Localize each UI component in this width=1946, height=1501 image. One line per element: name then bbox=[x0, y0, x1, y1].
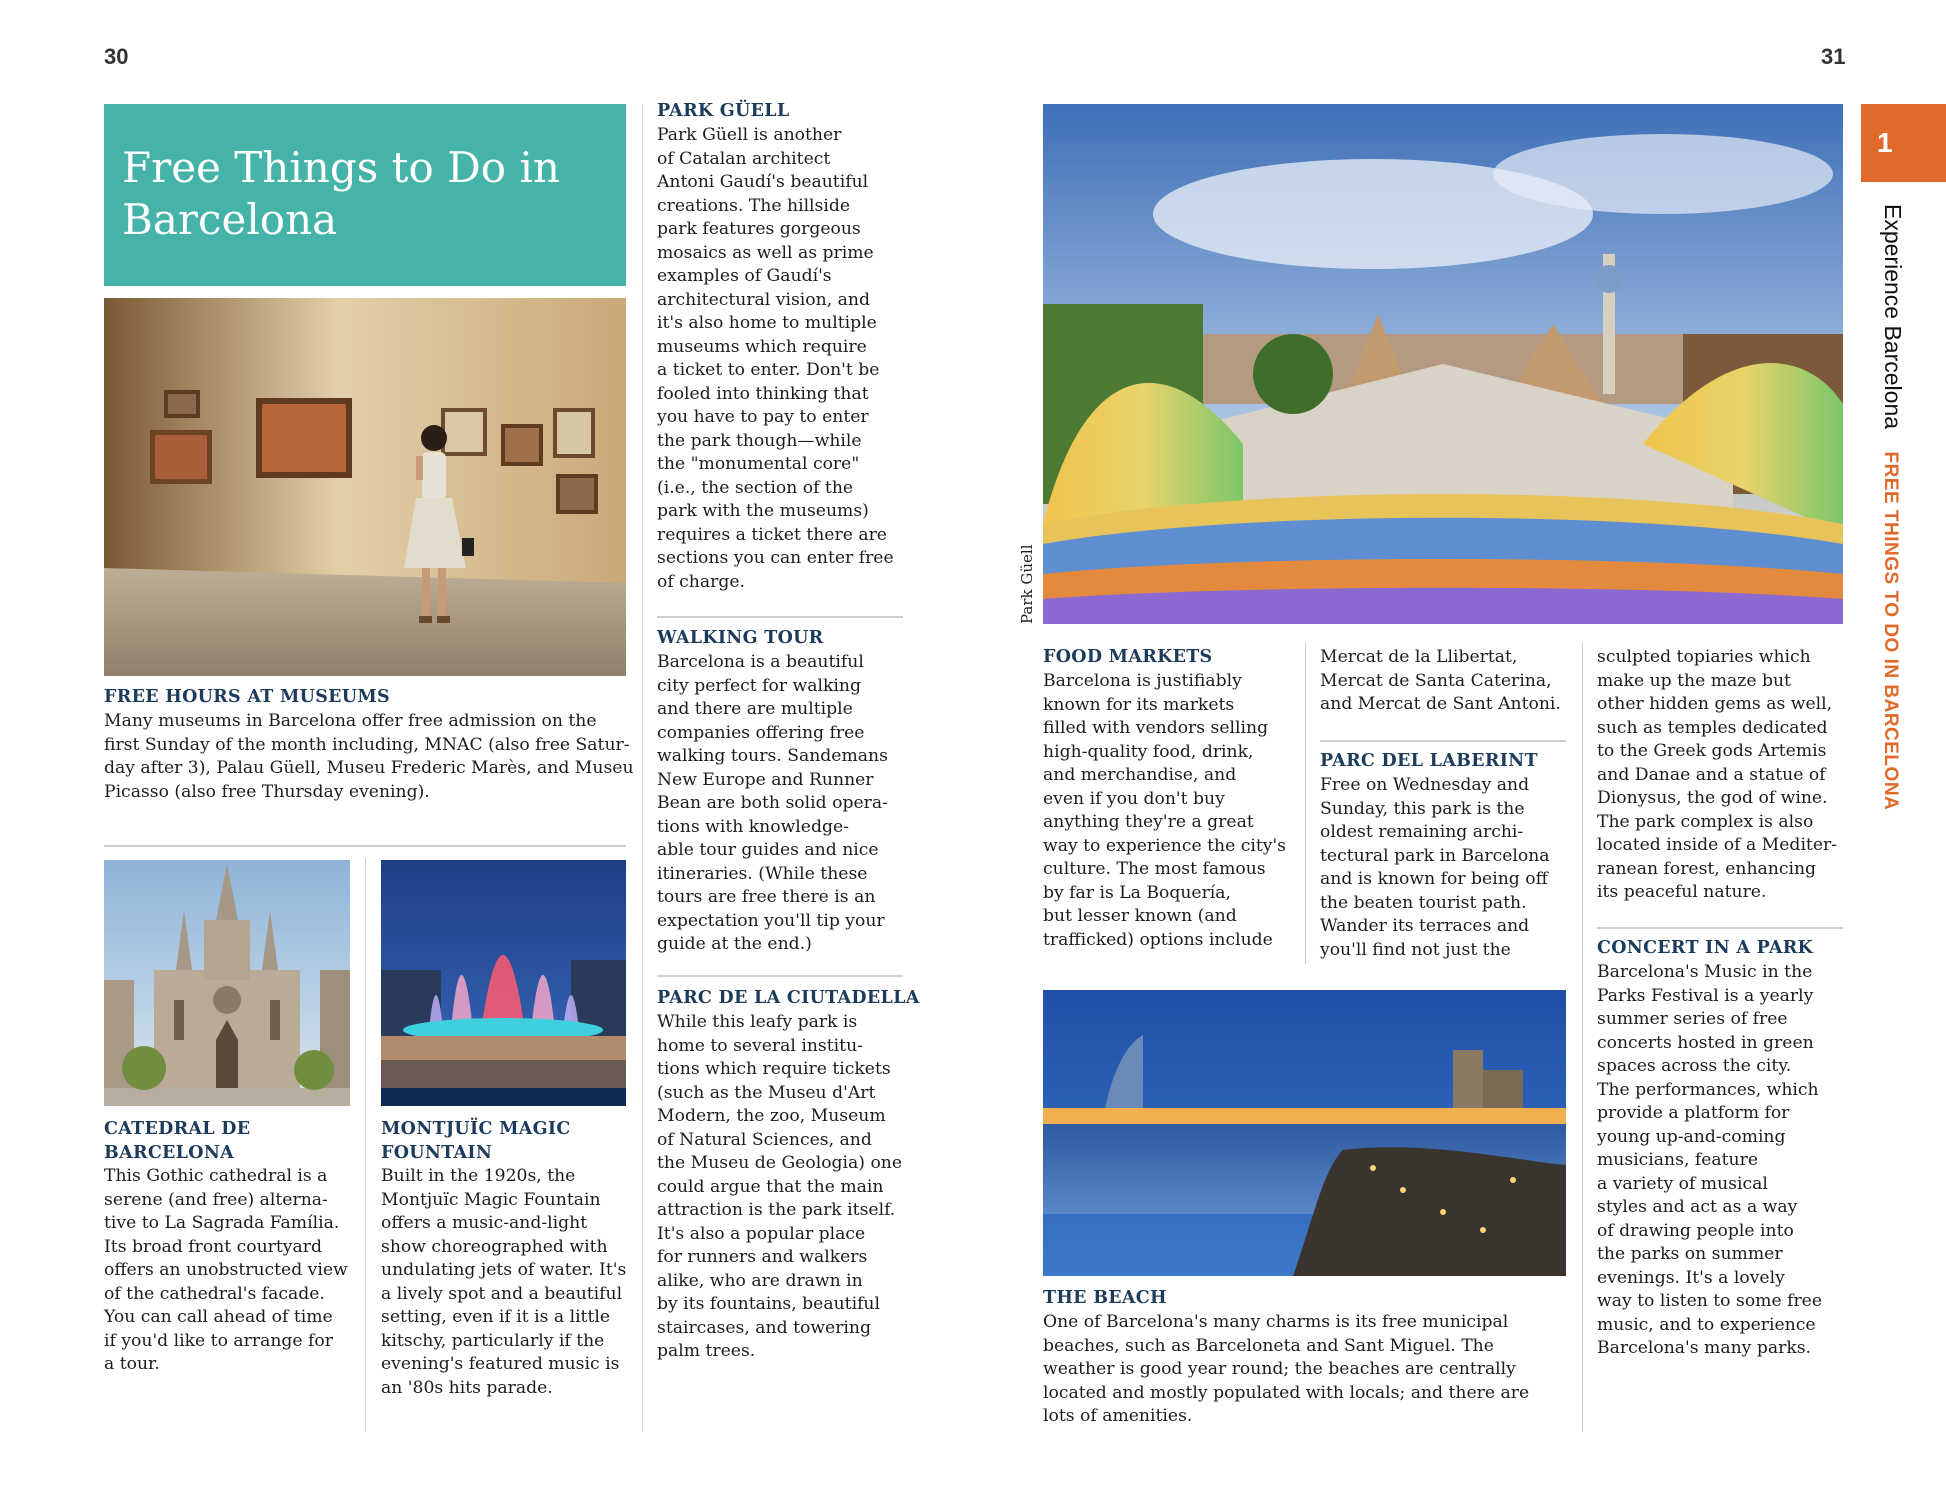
text-line: (i.e., the section of the bbox=[657, 477, 854, 498]
beach-text bbox=[1043, 1311, 1583, 1429]
text-line: Many museums in Barcelona offer free admission on the bbox=[104, 711, 597, 731]
text-line: filled with vendors selling bbox=[1043, 718, 1269, 738]
text-line: You can call ahead of time bbox=[104, 1307, 333, 1327]
text-line: tectural park in Barcelona bbox=[1320, 845, 1550, 866]
heading-line: BARCELONA bbox=[104, 1142, 235, 1163]
walking-tour-heading: WALKING TOUR bbox=[657, 628, 824, 648]
text-line: Its broad front courtyard bbox=[104, 1236, 322, 1257]
text-line: companies offering free bbox=[657, 722, 865, 743]
text-line: Wander its terraces and bbox=[1320, 916, 1530, 936]
column-divider bbox=[1305, 642, 1306, 964]
text-line: evening's featured music is bbox=[381, 1354, 620, 1374]
heading-line: CATEDRAL DE bbox=[104, 1119, 251, 1139]
text-line: requires a ticket there are bbox=[657, 524, 887, 545]
text-line: first Sunday of the month including, MNAC (also free Satur- bbox=[104, 734, 630, 755]
text-line: concerts hosted in green bbox=[1597, 1032, 1814, 1053]
food-markets-continued bbox=[1320, 646, 1580, 717]
montjuic-photo bbox=[381, 860, 626, 1106]
text-line: a tour. bbox=[104, 1354, 160, 1374]
subsection-label: FREE THINGS TO DO IN BARCELONA bbox=[1880, 451, 1901, 811]
concert-text bbox=[1597, 961, 1857, 1361]
text-line: summer series of free bbox=[1597, 1009, 1788, 1029]
text-line: staircases, and towering bbox=[657, 1317, 872, 1338]
text-line: museums which require bbox=[657, 336, 867, 357]
text-line: home to several institu- bbox=[657, 1035, 863, 1056]
text-line: and Mercat de Sant Antoni. bbox=[1320, 694, 1561, 714]
text-line: spaces across the city. bbox=[1597, 1056, 1792, 1076]
text-line: walking tours. Sandemans bbox=[657, 746, 888, 766]
text-line: young up-and-coming bbox=[1597, 1126, 1786, 1147]
text-line: creations. The hillside bbox=[657, 195, 851, 216]
heading-line: FOUNTAIN bbox=[381, 1142, 493, 1163]
text-line: Parks Festival is a yearly bbox=[1597, 985, 1814, 1006]
laberint-heading: PARC DEL LABERINT bbox=[1320, 751, 1538, 771]
page-title: Free Things to Do in Barcelona bbox=[122, 143, 560, 244]
text-line: guide at the end.) bbox=[657, 934, 812, 954]
text-line: Picasso (also free Thursday evening). bbox=[104, 781, 430, 802]
text-line: New Europe and Runner bbox=[657, 769, 874, 790]
text-line: of charge. bbox=[657, 571, 745, 592]
text-line: located inside of a Mediter- bbox=[1597, 835, 1838, 855]
park-guell-heading: PARK GÜELL bbox=[657, 101, 790, 121]
text-line: expectation you'll tip your bbox=[657, 910, 885, 931]
text-line: and merchandise, and bbox=[1043, 765, 1237, 785]
text-line: you'll find not just the bbox=[1320, 939, 1511, 960]
text-line: mosaics as well as prime bbox=[657, 242, 874, 263]
text-line: Modern, the zoo, Museum bbox=[657, 1106, 886, 1126]
text-line: an '80s hits parade. bbox=[381, 1377, 553, 1398]
text-line: you have to pay to enter bbox=[657, 407, 869, 427]
text-line: attraction is the park itself. bbox=[657, 1200, 896, 1220]
text-line: the beaten tourist path. bbox=[1320, 892, 1527, 913]
text-line: day after 3), Palau Güell, Museu Frederic Marès, and Museu bbox=[104, 758, 634, 778]
walking-tour-text bbox=[657, 651, 917, 957]
text-line: if you'd like to arrange for bbox=[104, 1330, 333, 1351]
text-line: beaches, such as Barceloneta and Sant Miguel. The bbox=[1043, 1335, 1494, 1356]
text-line: way to listen to some free bbox=[1597, 1291, 1823, 1311]
text-line: Barcelona is a beautiful bbox=[657, 652, 864, 672]
text-line: of the cathedral's facade. bbox=[104, 1283, 325, 1304]
photo-caption: Park Güell bbox=[1018, 544, 1036, 624]
text-line: Barcelona is justifiably bbox=[1043, 671, 1242, 691]
text-line: the "monumental core" bbox=[657, 454, 860, 474]
ciutadella-heading: PARC DE LA CIUTADELLA bbox=[657, 988, 920, 1008]
section-divider bbox=[657, 975, 903, 977]
text-line: show choreographed with bbox=[381, 1236, 608, 1257]
text-line: by far is La Boquería, bbox=[1043, 882, 1232, 903]
text-line: the park though—while bbox=[657, 430, 862, 451]
text-line: provide a platform for bbox=[1597, 1103, 1790, 1123]
text-line: alike, who are drawn in bbox=[657, 1270, 863, 1291]
section-divider bbox=[1320, 740, 1566, 742]
text-line: its peaceful nature. bbox=[1597, 882, 1767, 902]
text-line: tions which require tickets bbox=[657, 1059, 891, 1079]
text-line: serene (and free) alterna- bbox=[104, 1189, 328, 1210]
chapter-tab-labels bbox=[1879, 204, 1906, 810]
laberint-text bbox=[1320, 774, 1580, 962]
concert-heading: CONCERT IN A PARK bbox=[1597, 938, 1814, 958]
text-line: other hidden gems as well, bbox=[1597, 694, 1833, 714]
text-line: Park Güell is another bbox=[657, 125, 842, 145]
text-line: could argue that the main bbox=[657, 1176, 884, 1197]
text-line: weather is good year round; the beaches are centrally bbox=[1043, 1359, 1516, 1379]
text-line: examples of Gaudí's bbox=[657, 266, 832, 286]
text-line: way to experience the city's bbox=[1043, 835, 1287, 856]
text-line: setting, even if it is a little bbox=[381, 1307, 611, 1327]
text-line: sections you can enter free bbox=[657, 548, 894, 568]
text-line: high-quality food, drink, bbox=[1043, 741, 1254, 762]
text-line: by its fountains, beautiful bbox=[657, 1294, 881, 1314]
text-line: Free on Wednesday and bbox=[1320, 775, 1530, 795]
text-line: architectural vision, and bbox=[657, 289, 870, 310]
catedral-heading bbox=[104, 1118, 250, 1165]
free-hours-text bbox=[104, 710, 634, 804]
museum-photo bbox=[104, 298, 626, 676]
heading-line: MONTJUÏC MAGIC bbox=[381, 1119, 571, 1139]
text-line: of Natural Sciences, and bbox=[657, 1129, 872, 1150]
text-line: Dionysus, the god of wine. bbox=[1597, 788, 1828, 808]
section-divider bbox=[104, 845, 626, 847]
text-line: Built in the 1920s, the bbox=[381, 1166, 576, 1186]
text-line: of drawing people into bbox=[1597, 1220, 1794, 1241]
text-line: the Museu de Geologia) one bbox=[657, 1153, 903, 1173]
text-line: a variety of musical bbox=[1597, 1173, 1768, 1194]
text-line: styles and act as a way bbox=[1597, 1197, 1798, 1217]
beach-heading: THE BEACH bbox=[1043, 1288, 1167, 1308]
montjuic-heading bbox=[381, 1118, 571, 1165]
text-line: the parks on summer bbox=[1597, 1244, 1783, 1264]
text-line: trafficked) options include bbox=[1043, 929, 1273, 950]
text-line: undulating jets of water. It's bbox=[381, 1260, 627, 1280]
text-line: The park complex is also bbox=[1597, 811, 1814, 832]
text-line: itineraries. (While these bbox=[657, 863, 868, 884]
text-line: park with the museums) bbox=[657, 501, 869, 521]
text-line: located and mostly populated with locals; and there are bbox=[1043, 1382, 1530, 1403]
text-line: Bean are both solid opera- bbox=[657, 793, 888, 813]
text-line: such as temples dedicated bbox=[1597, 717, 1828, 738]
text-line: but lesser known (and bbox=[1043, 906, 1237, 926]
text-line: and Danae and a statue of bbox=[1597, 764, 1826, 785]
text-line: tive to La Sagrada Família. bbox=[104, 1213, 340, 1233]
text-line: Barcelona's many parks. bbox=[1597, 1338, 1812, 1358]
column-divider bbox=[365, 858, 366, 1432]
text-line: musicians, feature bbox=[1597, 1150, 1759, 1170]
text-line: park features gorgeous bbox=[657, 219, 861, 239]
chapter-number-tab bbox=[1861, 104, 1946, 182]
text-line: tours are free there is an bbox=[657, 887, 876, 907]
column-divider bbox=[642, 104, 643, 1432]
text-line: offers a music-and-light bbox=[381, 1213, 588, 1233]
park-guell-text bbox=[657, 124, 917, 594]
laberint-continued bbox=[1597, 646, 1857, 905]
text-line: ranean forest, enhancing bbox=[1597, 858, 1817, 879]
text-line: It's also a popular place bbox=[657, 1223, 866, 1244]
text-line: tions with knowledge- bbox=[657, 816, 849, 837]
text-line: city perfect for walking bbox=[657, 675, 861, 696]
food-markets-heading: FOOD MARKETS bbox=[1043, 647, 1213, 667]
text-line: known for its markets bbox=[1043, 694, 1235, 715]
text-line: to the Greek gods Artemis bbox=[1597, 741, 1827, 761]
text-line: lots of amenities. bbox=[1043, 1406, 1193, 1426]
catedral-photo bbox=[104, 860, 350, 1106]
beach-photo bbox=[1043, 990, 1566, 1276]
page-number-right: 31 bbox=[1821, 44, 1846, 69]
text-line: (such as the Museu d'Art bbox=[657, 1082, 876, 1103]
text-line: Mercat de Santa Caterina, bbox=[1320, 670, 1552, 691]
text-line: able tour guides and nice bbox=[657, 840, 879, 860]
text-line: a lively spot and a beautiful bbox=[381, 1283, 623, 1304]
text-line: While this leafy park is bbox=[657, 1012, 858, 1032]
text-line: Sunday, this park is the bbox=[1320, 798, 1525, 819]
text-line: The performances, which bbox=[1597, 1079, 1819, 1100]
ciutadella-text bbox=[657, 1011, 917, 1364]
text-line: sculpted topiaries which bbox=[1597, 647, 1811, 667]
text-line: kitschy, particularly if the bbox=[381, 1330, 605, 1351]
chapter-number: 1 bbox=[1877, 127, 1893, 158]
food-markets-text bbox=[1043, 670, 1303, 952]
text-line: evenings. It's a lovely bbox=[1597, 1267, 1785, 1288]
text-line: a ticket to enter. Don't be bbox=[657, 360, 880, 380]
catedral-text bbox=[104, 1165, 364, 1377]
text-line: One of Barcelona's many charms is its free municipal bbox=[1043, 1312, 1509, 1332]
page-title-box bbox=[104, 104, 626, 286]
montjuic-text bbox=[381, 1165, 641, 1400]
text-line: culture. The most famous bbox=[1043, 859, 1266, 879]
text-line: oldest remaining archi- bbox=[1320, 822, 1524, 842]
free-hours-heading: FREE HOURS AT MUSEUMS bbox=[104, 687, 390, 707]
text-line: Montjuïc Magic Fountain bbox=[381, 1189, 601, 1210]
park-guell-photo bbox=[1043, 104, 1843, 624]
text-line: of Catalan architect bbox=[657, 148, 831, 169]
text-line: Barcelona's Music in the bbox=[1597, 962, 1813, 982]
text-line: offers an unobstructed view bbox=[104, 1260, 348, 1280]
text-line: even if you don't buy bbox=[1043, 788, 1225, 809]
text-line: music, and to experience bbox=[1597, 1314, 1816, 1335]
page-number-left: 30 bbox=[104, 44, 129, 69]
text-line: make up the maze but bbox=[1597, 670, 1791, 691]
text-line: This Gothic cathedral is a bbox=[104, 1166, 328, 1186]
text-line: anything they're a great bbox=[1043, 812, 1254, 832]
text-line: for runners and walkers bbox=[657, 1247, 868, 1267]
text-line: fooled into thinking that bbox=[657, 383, 869, 404]
text-line: Mercat de la Llibertat, bbox=[1320, 647, 1518, 667]
text-line: palm trees. bbox=[657, 1341, 756, 1361]
text-line: Antoni Gaudí's beautiful bbox=[657, 172, 869, 192]
text-line: and there are multiple bbox=[657, 699, 853, 719]
text-line: it's also home to multiple bbox=[657, 313, 877, 333]
section-label: Experience Barcelona bbox=[1880, 204, 1906, 430]
section-divider bbox=[1597, 927, 1843, 929]
section-divider bbox=[657, 616, 903, 618]
text-line: and is known for being off bbox=[1320, 869, 1548, 889]
